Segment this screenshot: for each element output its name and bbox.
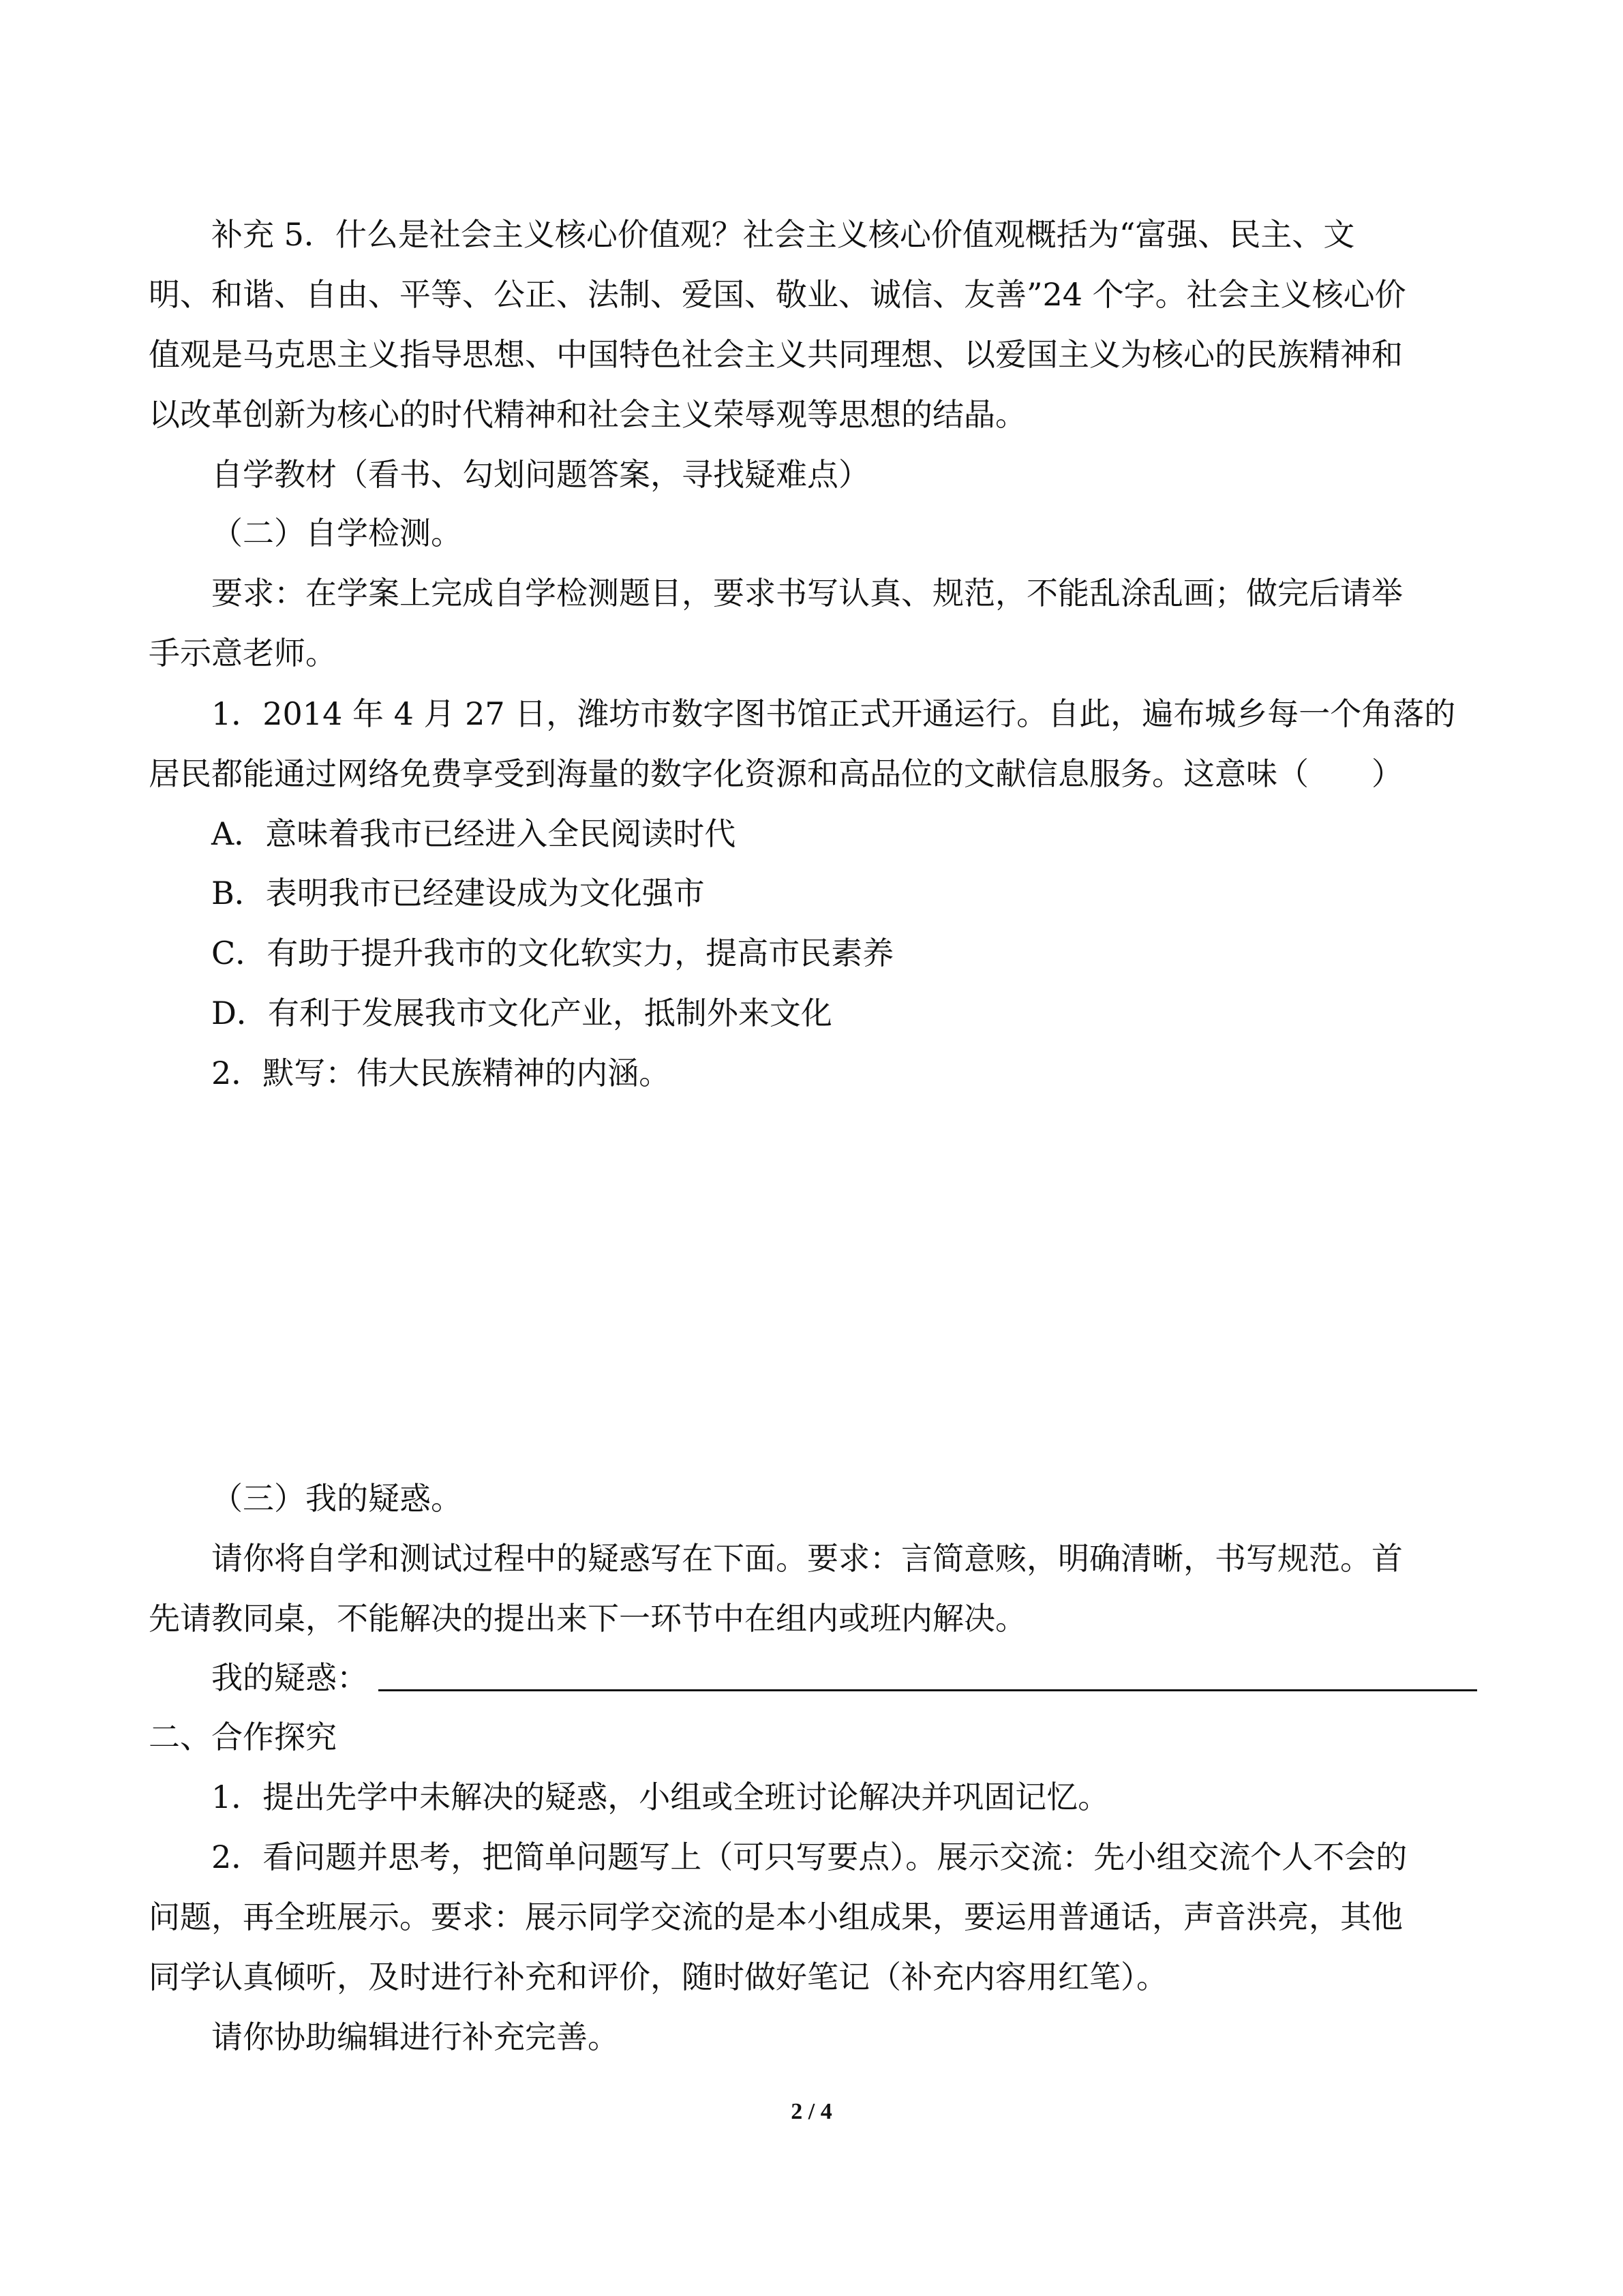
- question-1-option-a: A．意味着我市已经进入全民阅读时代: [211, 815, 736, 852]
- section-3-title: （三）我的疑惑。: [211, 1480, 462, 1517]
- supplement-5-line-3: 值观是马克思主义指导思想、中国特色社会主义共同理想、以爱国主义为核心的民族精神和: [149, 336, 1403, 373]
- question-1-option-b: B．表明我市已经建设成为文化强市: [211, 875, 705, 911]
- part-2-item-2-line-1: 2．看问题并思考，把简单问题写上（可只写要点）。展示交流：先小组交流个人不会的: [211, 1839, 1408, 1875]
- supplement-5-line-2: 明、和谐、自由、平等、公正、法制、爱国、敬业、诚信、友善”24 个字。社会主义核心价: [149, 276, 1406, 313]
- my-doubts-label: 我的疑惑：: [211, 1659, 368, 1696]
- section-2-requirement-line-1: 要求：在学案上完成自学检测题目，要求书写认真、规范，不能乱涂乱画；做完后请举: [211, 575, 1403, 611]
- question-1-line-1: 1．2014 年 4 月 27 日，潍坊市数字图书馆正式开通运行。自此，遍布城乡每一个角落的: [211, 695, 1456, 732]
- section-3-requirement-line-2: 先请教同桌，不能解决的提出来下一环节中在组内或班内解决。: [149, 1600, 1027, 1637]
- my-doubts-answer-line[interactable]: [378, 1689, 1477, 1691]
- part-2-item-2-line-3: 同学认真倾听，及时进行补充和评价，随时做好笔记（补充内容用红笔）。: [149, 1959, 1168, 1995]
- section-3-requirement-line-1: 请你将自学和测试过程中的疑惑写在下面。要求：言简意赅，明确清晰，书写规范。首: [211, 1540, 1403, 1577]
- question-1-option-c: C．有助于提升我市的文化软实力，提高市民素养: [211, 935, 894, 971]
- supplement-5-line-4: 以改革创新为核心的时代精神和社会主义荣辱观等思想的结晶。: [149, 396, 1027, 433]
- part-2-item-1: 1．提出先学中未解决的疑惑，小组或全班讨论解决并巩固记忆。: [211, 1779, 1110, 1815]
- self-study-instruction: 自学教材（看书、勾划问题答案，寻找疑难点）: [211, 456, 870, 493]
- supplement-5-line-1: 补充 5．什么是社会主义核心价值观？社会主义核心价值观概括为“富强、民主、文: [211, 216, 1355, 253]
- question-1-line-2: 居民都能通过网络免费享受到海量的数字化资源和高品位的文献信息服务。这意味（ ）: [149, 755, 1403, 792]
- part-2-title: 二、合作探究: [149, 1719, 337, 1755]
- section-2-requirement-line-2: 手示意老师。: [149, 635, 337, 671]
- page-number: 2 / 4: [791, 2099, 832, 2124]
- part-2-item-2-line-2: 问题，再全班展示。要求：展示同学交流的是本小组成果，要运用普通话，声音洪亮，其他: [149, 1899, 1403, 1935]
- question-1-option-d: D．有利于发展我市文化产业，抵制外来文化: [211, 995, 832, 1031]
- question-2: 2．默写：伟大民族精神的内涵。: [211, 1055, 671, 1091]
- section-2-title: （二）自学检测。: [211, 515, 462, 552]
- part-2-item-3: 请你协助编辑进行补充完善。: [211, 2019, 619, 2055]
